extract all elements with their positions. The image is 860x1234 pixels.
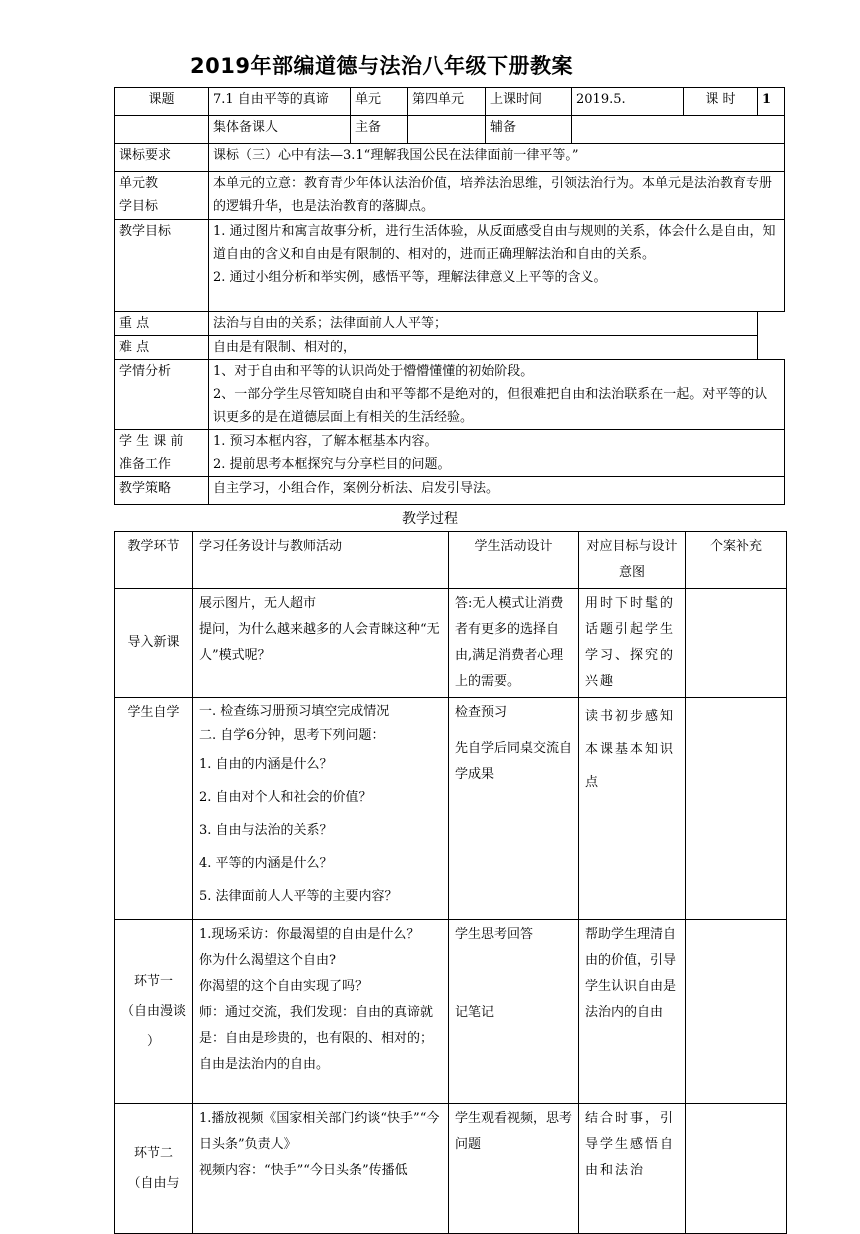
process-header-teacher: 学习任务设计与教师活动 (193, 532, 449, 589)
intro-teacher: 展示图片，无人超市 提问，为什么越来越多的人会青睐这种“无人”模式呢？ (193, 589, 449, 698)
link1-supplement (686, 920, 787, 1104)
collective-blank (115, 116, 209, 144)
stage-self-study: 学生自学 (115, 698, 193, 920)
process-header-supplement: 个案补充 (686, 532, 787, 589)
hours-label: 课 时 (684, 88, 758, 116)
unit-label: 单元 (351, 88, 408, 116)
document-title: 2019年部编道德与法治八年级下册教案 (190, 54, 573, 78)
link2-student: 学生观看视频，思考问题 (449, 1104, 579, 1234)
process-header-goal: 对应目标与设计意图 (579, 532, 686, 589)
link1-goal: 帮助学生理清自由的价值，引导学生认识自由是法治内的自由 (579, 920, 686, 1104)
self-study-supplement (686, 698, 787, 920)
main-label: 主备 (351, 116, 408, 144)
link2-supplement (686, 1104, 787, 1234)
self-study-goal: 读书初步感知本课基本知识点 (579, 698, 686, 920)
intro-student: 答:无人模式让消费者有更多的选择自由,满足消费者心理上的需要。 (449, 589, 579, 698)
topic-label: 课题 (115, 88, 209, 116)
standard-label: 课标要求 (115, 144, 209, 172)
assist-label: 辅备 (486, 116, 572, 144)
link2-goal: 结合时事，引导学生感悟自由和法治 (579, 1104, 686, 1234)
stage-link2: 环节二 （自由与 (115, 1104, 193, 1234)
link2-teacher: 1.播放视频《国家相关部门约谈“快手”“今日头条”负责人》 视频内容：“快手”“今日头条”传播低 (193, 1104, 449, 1234)
link1-teacher: 1.现场采访：你最渴望的自由是什么？ 你为什么渴望这个自由? 你渴望的这个自由实现了吗？ 师：通过交流，我们发现：自由的真谛就是：自由是珍贵的，也有限的、相对的；自由是法治内的自由。 (193, 920, 449, 1104)
unit-goal-label: 单元教 学目标 (115, 172, 209, 220)
key-text: 法治与自由的关系；法律面前人人平等； (209, 312, 758, 336)
unit-goal-text: 本单元的立意：教育青少年体认法治价值，培养法治思维，引领法治行为。本单元是法治教育专册的逻辑升华，也是法治教育的落脚点。 (209, 172, 785, 220)
process-title: 教学过程 (402, 511, 458, 527)
strategy-label: 教学策略 (115, 477, 209, 505)
self-study-teacher: 一. 检查练习册预习填空完成情况 二. 自学6分钟，思考下列问题： 1. 自由的内涵是什么？ 2. 自由对个人和社会的价值？ 3. 自由与法治的关系？ 4. 平等的内涵是什么？ 5. 法律面前人人平等的主要内容？ (193, 698, 449, 920)
self-study-student: 检查预习 先自学后同桌交流自学成果 (449, 698, 579, 920)
standard-text: 课标（三）心中有法—3.1“理解我国公民在法律面前一律平等。” (209, 144, 785, 172)
intro-supplement (686, 589, 787, 698)
key-spacer (758, 312, 785, 336)
teach-goal-label: 教学目标 (115, 220, 209, 312)
topic-value: 7.1 自由平等的真谛 (209, 88, 351, 116)
strategy-text: 自主学习，小组合作，案例分析法、启发引导法。 (209, 477, 785, 505)
stage-intro: 导入新课 (115, 589, 193, 698)
key-label: 重 点 (115, 312, 209, 336)
collective-label: 集体备课人 (209, 116, 351, 144)
process-header-student: 学生活动设计 (449, 532, 579, 589)
prep-text: 1. 预习本框内容，了解本框基本内容。 2. 提前思考本框探究与分享栏目的问题。 (209, 430, 785, 477)
difficult-label: 难 点 (115, 336, 209, 360)
main-value (408, 116, 486, 144)
difficult-spacer (758, 336, 785, 360)
analysis-label: 学情分析 (115, 360, 209, 430)
hours-value: 1 (758, 88, 785, 116)
lesson-info-table (114, 87, 785, 505)
stage-link1: 环节一 （自由漫谈 ） (115, 920, 193, 1104)
prep-label: 学 生 课 前 准备工作 (115, 430, 209, 477)
difficult-text: 自由是有限制、相对的， (209, 336, 758, 360)
unit-value: 第四单元 (408, 88, 486, 116)
link1-student: 学生思考回答 记笔记 (449, 920, 579, 1104)
process-table (114, 531, 787, 1234)
assist-value (572, 116, 785, 144)
teach-goal-text: 1. 通过图片和寓言故事分析，进行生活体验，从反面感受自由与规则的关系，体会什么是自由，知道自由的含义和自由是有限制的、相对的，进而正确理解法治和自由的关系。 2. 通过小组分析和举实例，感悟平等，理解法律意义上平等的含义。 (209, 220, 785, 312)
process-header-stage: 教学环节 (115, 532, 193, 589)
class-time-label: 上课时间 (486, 88, 572, 116)
class-time-value: 2019.5. (572, 88, 684, 116)
intro-goal: 用时下时髦的话题引起学生学习、探究的兴趣 (579, 589, 686, 698)
analysis-text: 1、对于自由和平等的认识尚处于懵懵懂懂的初始阶段。 2、一部分学生尽管知晓自由和平等都不是绝对的，但很难把自由和法治联系在一起。对平等的认识更多的是在道德层面上有相关的生活经验。 (209, 360, 785, 430)
